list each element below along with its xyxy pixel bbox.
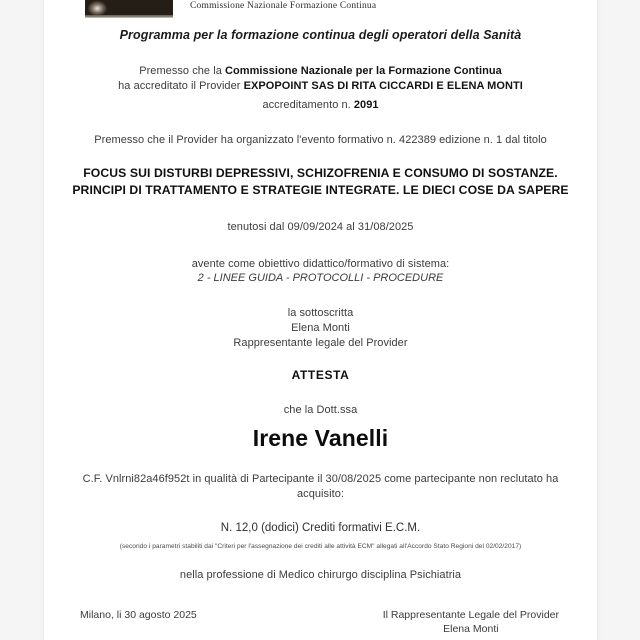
accreditation-line-2 [44,79,597,94]
page-title: Programma per la formazione continua degli operatori della Sanità [119,28,522,42]
accreditation-line-1-strong: Commissione Nazionale per la Formazione Continua [224,65,502,77]
certificate-page [44,0,597,640]
accreditation-line-2-prefix: ha accreditato il Provider [118,80,244,92]
recipient-details-line-2: acquisito: [297,488,344,500]
accreditation-line-3 [44,98,597,113]
signatory-intro: la sottoscritta [287,307,354,319]
attests-label: ATTESTA [291,368,350,382]
recipient-details [44,472,597,502]
photo-base-strip [85,15,173,18]
accreditation-number-label: accreditamento n. [262,99,354,111]
credits-note: (secondo i parametri stabiliti dai "Criteri per l'assegnazione dei crediti alle attività ECM" allegati all'Accordo Stato Regioni del 02/02/2017) [119,543,522,550]
signer-name: Elena Monti [443,623,499,635]
accreditation-number: 2091 [353,99,379,111]
objective-label: avente come obiettivo didattico/formativo di sistema: [191,258,450,270]
recipient-title: che la Dott.ssa [283,404,358,416]
signer-role: Il Rappresentante Legale del Provider [382,609,559,621]
signatory-block [44,306,597,351]
event-dates: tenutosi dal 09/09/2024 al 31/08/2025 [227,221,414,233]
accreditation-block [44,64,597,113]
signer-block [383,608,559,640]
credits-value: N. 12,0 (dodici) Crediti formativi E.C.M. [220,522,421,534]
signatory-role: Rappresentante legale del Provider [233,337,408,349]
signatory-name: Elena Monti [291,322,350,334]
accreditation-line-1 [44,64,597,79]
provider-name: EXPOPOINT SAS DI RITA CICCARDI E ELENA MONTI [243,80,523,92]
event-intro: Premesso che il Provider ha organizzato l'evento formativo n. 422389 edizione n. 1 dal titolo [94,134,547,146]
profession-line: nella professione di Medico chirurgo disciplina Psichiatria [179,569,462,581]
certificate-footer [44,608,597,640]
institution-name: Commissione Nazionale Formazione Continua [190,1,377,11]
place-and-date: Milano, li 30 agosto 2025 [80,609,197,621]
accreditation-line-1-prefix: Premesso che la [139,65,225,77]
objective-value: 2 - LINEE GUIDA - PROTOCOLLI - PROCEDURE [197,272,444,284]
recipient-name: Irene Vanelli [252,425,389,451]
recipient-details-line-1: C.F. Vnlrni82a46f952t in qualità di Partecipante il 30/08/2025 come partecipante non reclutato ha [82,473,559,485]
course-title: FOCUS SUI DISTURBI DEPRESSIVI, SCHIZOFRENIA E CONSUMO DI SOSTANZE. PRINCIPI DI TRATTAMENTO E STRATEGIE INTEGRATE. LE DIECI COSE DA SAPERE [72,166,569,197]
